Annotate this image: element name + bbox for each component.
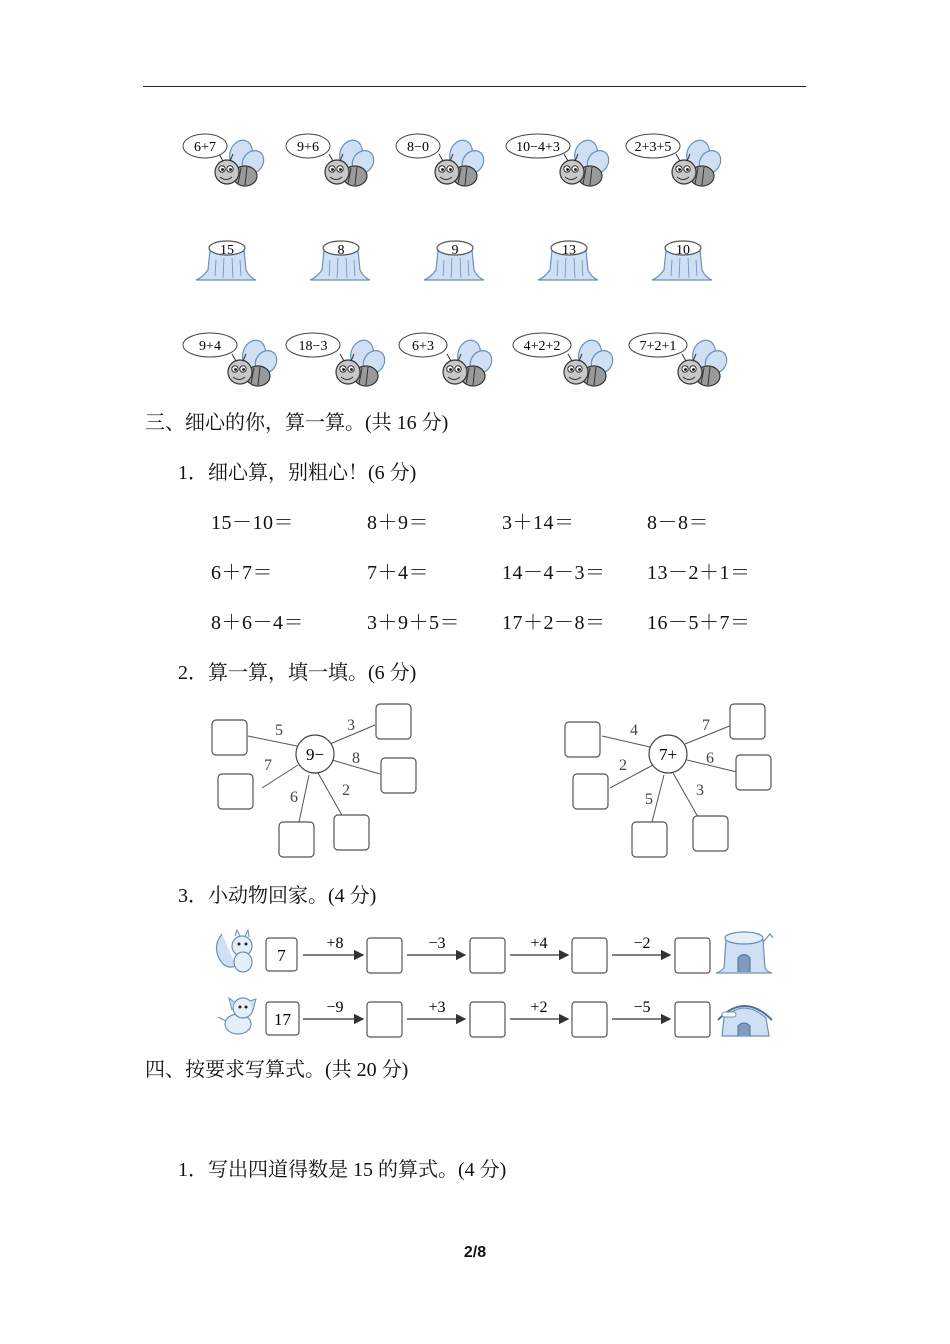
bee-label: 6+3 [412, 339, 434, 354]
answer-box[interactable] [675, 938, 710, 973]
answer-box[interactable] [376, 704, 411, 739]
answer-box[interactable] [367, 938, 402, 973]
equation: 13－2＋1＝ [647, 562, 751, 584]
bee-stump-matching-figure [150, 120, 770, 400]
bee-label: 2+3+5 [634, 140, 672, 155]
q3-title: 3．小动物回家。(4 分) [178, 885, 377, 907]
equation: 15－10＝ [211, 512, 294, 534]
bee-row-2 [183, 333, 731, 386]
stump-label: 10 [676, 243, 690, 258]
equation: 8＋9＝ [367, 512, 429, 534]
answer-box[interactable] [572, 938, 607, 973]
bee-label: 18−3 [298, 339, 328, 354]
equation: 8－8＝ [647, 512, 709, 534]
stump-label: 13 [562, 243, 576, 258]
answer-box[interactable] [470, 938, 505, 973]
answer-box[interactable] [470, 1002, 505, 1037]
operation-label: +4 [530, 935, 548, 952]
q1-title: 1．细心算，别粗心！(6 分) [178, 462, 417, 484]
spoke-number: 6 [290, 789, 298, 806]
spoke-number: 3 [347, 717, 355, 734]
page-number: 2/8 [463, 1244, 487, 1261]
equation: 17＋2－8＝ [502, 612, 606, 634]
answer-box[interactable] [693, 816, 728, 851]
answer-box[interactable] [367, 1002, 402, 1037]
bee-label: 10−4+3 [516, 140, 560, 155]
chain-1 [216, 930, 773, 973]
answer-box[interactable] [565, 722, 600, 757]
operation-label: +8 [326, 935, 344, 952]
equation: 16－5＋7＝ [647, 612, 751, 634]
bee-label: 9+6 [297, 140, 319, 155]
operation-label: +3 [428, 999, 446, 1016]
answer-box[interactable] [334, 815, 369, 850]
bee-icon [443, 337, 496, 386]
answer-box[interactable] [279, 822, 314, 857]
answer-box[interactable] [572, 1002, 607, 1037]
bee-icon [564, 337, 617, 386]
bee-label: 6+7 [194, 140, 216, 155]
stump-house-icon [716, 932, 773, 973]
operation-label: −5 [633, 999, 651, 1016]
animal-chain-figure [212, 926, 777, 1046]
bee-icon [336, 337, 389, 386]
bee-label: 8−0 [407, 140, 429, 155]
equation: 3＋9＋5＝ [367, 612, 460, 634]
bee-icon [325, 137, 378, 186]
operation-label: +2 [530, 999, 548, 1016]
start-value: 7 [277, 946, 286, 965]
center-operator: 9− [305, 745, 325, 764]
spoke-number: 2 [342, 782, 350, 799]
operation-label: −9 [326, 999, 344, 1016]
equation: 3＋14＝ [502, 512, 575, 534]
spoke-number: 2 [619, 757, 627, 774]
answer-box[interactable] [573, 774, 608, 809]
spoke-number: 8 [352, 750, 360, 767]
answer-box[interactable] [218, 774, 253, 809]
spoke-number: 6 [706, 750, 714, 767]
center-operator: 7+ [658, 745, 678, 764]
answer-box[interactable] [212, 720, 247, 755]
spoke-number: 5 [645, 791, 653, 808]
operation-label: −2 [633, 935, 651, 952]
stump-label: 9 [451, 243, 459, 258]
spoke-number: 7 [264, 757, 272, 774]
spoke-number: 7 [702, 717, 710, 734]
radial-diagram-subtract [205, 700, 425, 865]
spoke-number: 5 [275, 722, 283, 739]
radial-diagram-add [560, 700, 780, 865]
bee-label: 4+2+2 [523, 339, 561, 354]
equation: 7＋4＝ [367, 562, 429, 584]
dog-icon [218, 998, 256, 1034]
answer-box[interactable] [736, 755, 771, 790]
answer-box[interactable] [381, 758, 416, 793]
squirrel-icon [216, 930, 252, 972]
equation: 8＋6－4＝ [211, 612, 304, 634]
answer-box[interactable] [730, 704, 765, 739]
equation: 6＋7＝ [211, 562, 273, 584]
stump-label: 8 [337, 243, 345, 258]
section-4-title: 四、按要求写算式。(共 20 分) [145, 1059, 409, 1081]
bee-label: 9+4 [199, 339, 221, 354]
bee-row-1 [183, 134, 725, 186]
q2-title: 2．算一算，填一填。(6 分) [178, 662, 417, 684]
section-3-title: 三、细心的你，算一算。(共 16 分) [145, 412, 449, 434]
spoke-number: 3 [696, 782, 704, 799]
answer-box[interactable] [632, 822, 667, 857]
dog-house-icon [718, 1006, 772, 1036]
s4-q1-title: 1．写出四道得数是 15 的算式。(4 分) [178, 1159, 507, 1181]
start-value: 17 [274, 1010, 291, 1029]
bee-label: 7+2+1 [639, 339, 677, 354]
operation-label: −3 [428, 935, 446, 952]
chain-2 [218, 998, 772, 1037]
header-rule [143, 86, 806, 87]
stump-row [196, 241, 712, 280]
answer-box[interactable] [675, 1002, 710, 1037]
spoke-number: 4 [630, 722, 638, 739]
bee-icon [435, 137, 488, 186]
equation: 14－4－3＝ [502, 562, 606, 584]
stump-label: 15 [220, 243, 234, 258]
